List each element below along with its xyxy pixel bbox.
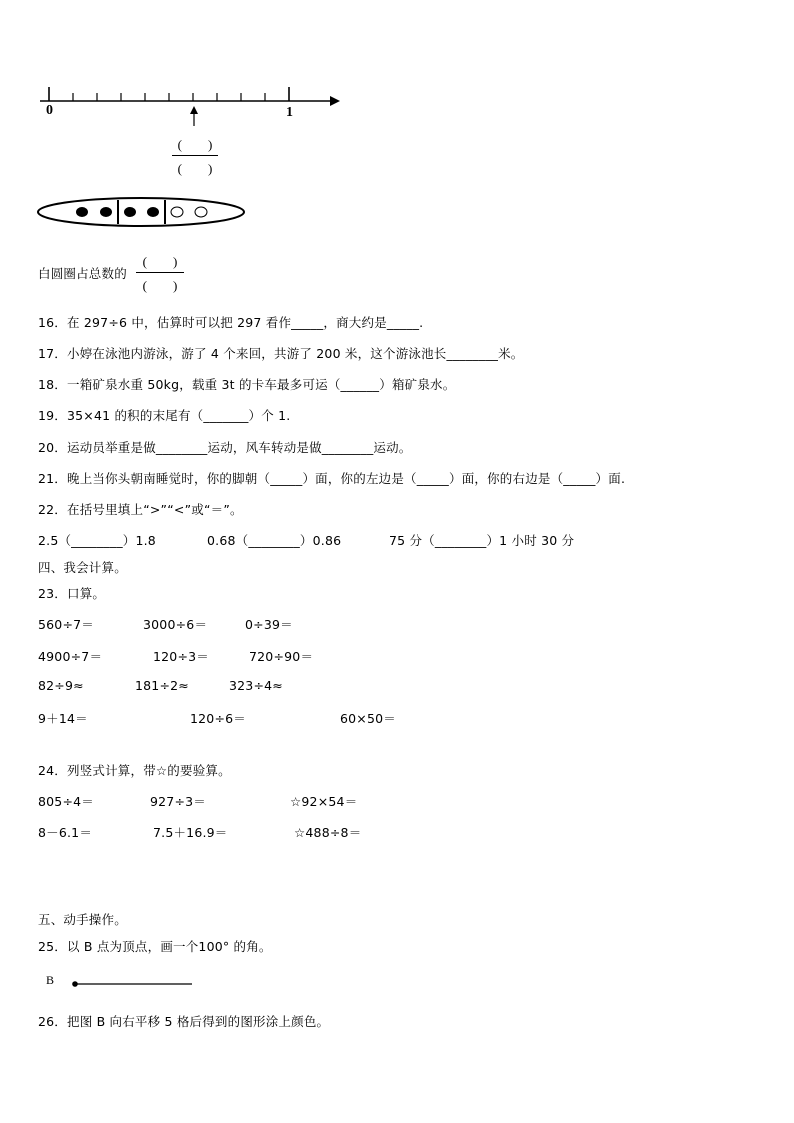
vertical-calc-item: ☆488÷8＝ xyxy=(294,825,362,840)
oral-calc-item: 120÷6＝ xyxy=(190,711,246,726)
vertical-calc-item: ☆92×54＝ xyxy=(290,794,358,809)
oral-calc-item: 120÷3＝ xyxy=(153,649,209,664)
black-bead xyxy=(147,207,159,217)
vertical-calc-item: 8－6.1＝ xyxy=(38,825,93,840)
oral-calc-item: 3000÷6＝ xyxy=(143,617,208,632)
section-4-heading: 四、我会计算。 xyxy=(38,560,127,575)
beads-group xyxy=(76,207,207,217)
vertical-calc-item: 805÷4＝ xyxy=(38,794,94,809)
number-line-figure xyxy=(0,0,794,300)
vertical-calc-item: 7.5＋16.9＝ xyxy=(153,825,228,840)
number-line-ticks xyxy=(49,87,289,101)
question-17: 17．小婷在泳池内游泳，游了 4 个来回，共游了 200 米，这个游泳池长________米。 xyxy=(38,346,524,361)
black-bead xyxy=(124,207,136,217)
question-23-title: 23．口算。 xyxy=(38,586,106,601)
fraction-bar xyxy=(172,155,218,156)
white-fraction xyxy=(136,251,184,294)
question-21: 21．晚上当你头朝南睡觉时，你的脚朝（_____）面，你的左边是（_____）面，你的右边是（_____）面. xyxy=(38,471,626,486)
section-5-heading: 五、动手操作。 xyxy=(38,912,127,927)
fraction-denominator: ( ) xyxy=(142,278,178,293)
number-line-arrowhead xyxy=(330,96,340,106)
black-bead xyxy=(100,207,112,217)
question-16: 16．在 297÷6 中，估算时可以把 297 看作_____，商大约是_____. xyxy=(38,315,424,330)
white-bead xyxy=(195,207,207,217)
oral-calc-item: 720÷90＝ xyxy=(249,649,314,664)
q22-item: 0.68（________）0.86 xyxy=(207,533,342,548)
oral-calc-item: 0÷39＝ xyxy=(245,617,293,632)
question-25: 25．以 B 点为顶点，画一个100° 的角。 xyxy=(38,939,272,954)
q22-item: 2.5（________）1.8 xyxy=(38,533,156,548)
oral-calc-item: 181÷2≈ xyxy=(135,678,189,693)
question-20: 20．运动员举重是做________运动，风车转动是做________运动。 xyxy=(38,440,412,455)
fraction-numerator: ( ) xyxy=(177,137,213,152)
oral-calc-item: 323÷4≈ xyxy=(229,678,283,693)
oral-calc-item: 4900÷7＝ xyxy=(38,649,103,664)
ray-figure xyxy=(0,970,260,1000)
number-line-fraction xyxy=(172,134,218,177)
vertical-calc-item: 927÷3＝ xyxy=(150,794,206,809)
point-b-dot xyxy=(72,981,78,987)
fraction-denominator: ( ) xyxy=(177,161,213,176)
oral-calc-item: 560÷7＝ xyxy=(38,617,94,632)
question-18: 18．一箱矿泉水重 50kg，载重 3t 的卡车最多可运（______）箱矿泉水。 xyxy=(38,377,456,392)
question-26: 26．把图 B 向右平移 5 格后得到的图形涂上颜色。 xyxy=(38,1014,330,1029)
white-bead xyxy=(171,207,183,217)
question-22: 22．在括号里填上“>”“<”或“＝”。 xyxy=(38,502,243,517)
question-24-title: 24．列竖式计算，带☆的要验算。 xyxy=(38,763,231,778)
white-fraction-text: 白圆圈占总数的 xyxy=(38,266,127,281)
question-19: 19．35×41 的积的末尾有（_______）个 1. xyxy=(38,408,291,423)
q22-item: 75 分（________）1 小时 30 分 xyxy=(389,533,575,548)
pointer-arrow-head xyxy=(190,106,198,114)
number-line-label-1: 1 xyxy=(286,105,293,120)
oral-calc-item: 60×50＝ xyxy=(340,711,396,726)
point-b-label: B xyxy=(46,973,55,987)
fraction-numerator: ( ) xyxy=(142,254,178,269)
black-bead xyxy=(76,207,88,217)
oral-calc-item: 9＋14＝ xyxy=(38,711,88,726)
number-line-label-0: 0 xyxy=(46,103,53,118)
fraction-bar xyxy=(136,272,184,273)
bead-string-ellipse xyxy=(38,198,244,226)
oral-calc-item: 82÷9≈ xyxy=(38,678,84,693)
